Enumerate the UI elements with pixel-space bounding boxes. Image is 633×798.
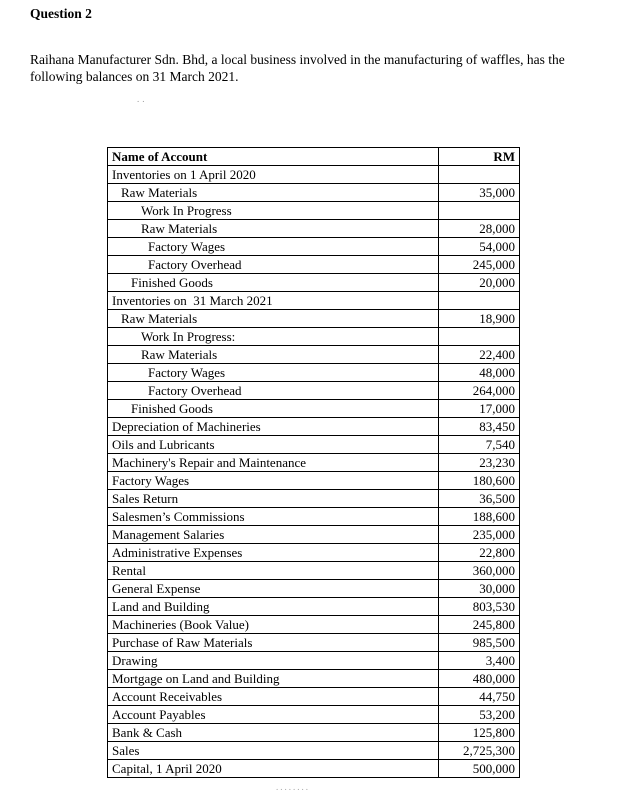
account-name-cell: Work In Progress: — [108, 328, 439, 346]
account-name-cell: Capital, 1 April 2020 — [108, 760, 439, 778]
table-body — [108, 166, 520, 778]
table-row — [108, 508, 520, 526]
account-name-cell: Depreciation of Machineries — [108, 418, 439, 436]
amount-cell: 22,800 — [439, 544, 520, 562]
table-row — [108, 652, 520, 670]
amount-cell: 36,500 — [439, 490, 520, 508]
account-name-cell: General Expense — [108, 580, 439, 598]
account-name-cell: Factory Overhead — [108, 256, 439, 274]
table-row — [108, 562, 520, 580]
table-row — [108, 544, 520, 562]
account-name-cell: Raw Materials — [108, 346, 439, 364]
account-name-cell: Factory Wages — [108, 238, 439, 256]
table-row — [108, 472, 520, 490]
account-name-cell: Factory Overhead — [108, 382, 439, 400]
table-row — [108, 256, 520, 274]
amount-cell: 245,000 — [439, 256, 520, 274]
amount-cell: 53,200 — [439, 706, 520, 724]
table-row — [108, 274, 520, 292]
account-name-cell: Factory Wages — [108, 364, 439, 382]
table-row — [108, 166, 520, 184]
account-name-cell: Land and Building — [108, 598, 439, 616]
amount-cell: 480,000 — [439, 670, 520, 688]
table-row — [108, 760, 520, 778]
question-heading: Question 2 — [30, 6, 92, 21]
account-name-cell: Mortgage on Land and Building — [108, 670, 439, 688]
table-row — [108, 364, 520, 382]
table-row — [108, 490, 520, 508]
amount-cell: 17,000 — [439, 400, 520, 418]
table-row — [108, 184, 520, 202]
table-row — [108, 742, 520, 760]
amount-cell: 500,000 — [439, 760, 520, 778]
table-row — [108, 202, 520, 220]
table-row — [108, 382, 520, 400]
table-row — [108, 688, 520, 706]
intro-paragraph: Raihana Manufacturer Sdn. Bhd, a local business involved in the manufacturing of waffles, has the following balances on 31 March 2021. — [30, 52, 565, 85]
table-row — [108, 310, 520, 328]
account-name-cell: Account Receivables — [108, 688, 439, 706]
table-header-row — [108, 148, 520, 166]
table-row — [108, 292, 520, 310]
column-header-rm: RM — [439, 148, 520, 166]
amount-cell: 985,500 — [439, 634, 520, 652]
amount-cell — [439, 166, 520, 184]
account-name-cell: Inventories on 31 March 2021 — [108, 292, 439, 310]
faint-mark: ........ — [276, 782, 310, 792]
amount-cell: 235,000 — [439, 526, 520, 544]
amount-cell: 23,230 — [439, 454, 520, 472]
account-name-cell: Machineries (Book Value) — [108, 616, 439, 634]
account-name-cell: Management Salaries — [108, 526, 439, 544]
column-header-name-of-account: Name of Account — [108, 148, 439, 166]
account-name-cell: Inventories on 1 April 2020 — [108, 166, 439, 184]
account-name-cell: Raw Materials — [108, 184, 439, 202]
amount-cell: 20,000 — [439, 274, 520, 292]
account-name-cell: Purchase of Raw Materials — [108, 634, 439, 652]
amount-cell — [439, 292, 520, 310]
amount-cell: 3,400 — [439, 652, 520, 670]
amount-cell: 35,000 — [439, 184, 520, 202]
account-name-cell: Finished Goods — [108, 274, 439, 292]
amount-cell: 2,725,300 — [439, 742, 520, 760]
amount-cell: 22,400 — [439, 346, 520, 364]
table-row — [108, 220, 520, 238]
table-row — [108, 418, 520, 436]
account-name-cell: Sales Return — [108, 490, 439, 508]
amount-cell: 83,450 — [439, 418, 520, 436]
account-name-cell: Account Payables — [108, 706, 439, 724]
amount-cell: 125,800 — [439, 724, 520, 742]
amount-cell: 264,000 — [439, 382, 520, 400]
amount-cell: 44,750 — [439, 688, 520, 706]
amount-cell: 803,530 — [439, 598, 520, 616]
account-name-cell: Rental — [108, 562, 439, 580]
account-name-cell: Work In Progress — [108, 202, 439, 220]
amount-cell: 180,600 — [439, 472, 520, 490]
balances-table — [107, 147, 520, 778]
account-name-cell: Sales — [108, 742, 439, 760]
account-name-cell: Oils and Lubricants — [108, 436, 439, 454]
account-name-cell: Machinery's Repair and Maintenance — [108, 454, 439, 472]
table-row — [108, 454, 520, 472]
amount-cell: 54,000 — [439, 238, 520, 256]
amount-cell — [439, 328, 520, 346]
amount-cell: 48,000 — [439, 364, 520, 382]
account-name-cell: Finished Goods — [108, 400, 439, 418]
account-name-cell: Salesmen’s Commissions — [108, 508, 439, 526]
account-name-cell: Bank & Cash — [108, 724, 439, 742]
table-row — [108, 436, 520, 454]
table-row — [108, 598, 520, 616]
table-row — [108, 238, 520, 256]
table-row — [108, 634, 520, 652]
amount-cell: 188,600 — [439, 508, 520, 526]
amount-cell: 30,000 — [439, 580, 520, 598]
account-name-cell: Raw Materials — [108, 310, 439, 328]
table-row — [108, 328, 520, 346]
table-row — [108, 526, 520, 544]
account-name-cell: Factory Wages — [108, 472, 439, 490]
amount-cell: 360,000 — [439, 562, 520, 580]
account-name-cell: Administrative Expenses — [108, 544, 439, 562]
table-row — [108, 706, 520, 724]
amount-cell: 28,000 — [439, 220, 520, 238]
amount-cell — [439, 202, 520, 220]
account-name-cell: Drawing — [108, 652, 439, 670]
table-row — [108, 616, 520, 634]
table-row — [108, 400, 520, 418]
table-row — [108, 580, 520, 598]
account-name-cell: Raw Materials — [108, 220, 439, 238]
table-row — [108, 724, 520, 742]
table-row — [108, 670, 520, 688]
amount-cell: 7,540 — [439, 436, 520, 454]
amount-cell: 245,800 — [439, 616, 520, 634]
amount-cell: 18,900 — [439, 310, 520, 328]
faint-mark: .. — [137, 94, 148, 104]
table-row — [108, 346, 520, 364]
